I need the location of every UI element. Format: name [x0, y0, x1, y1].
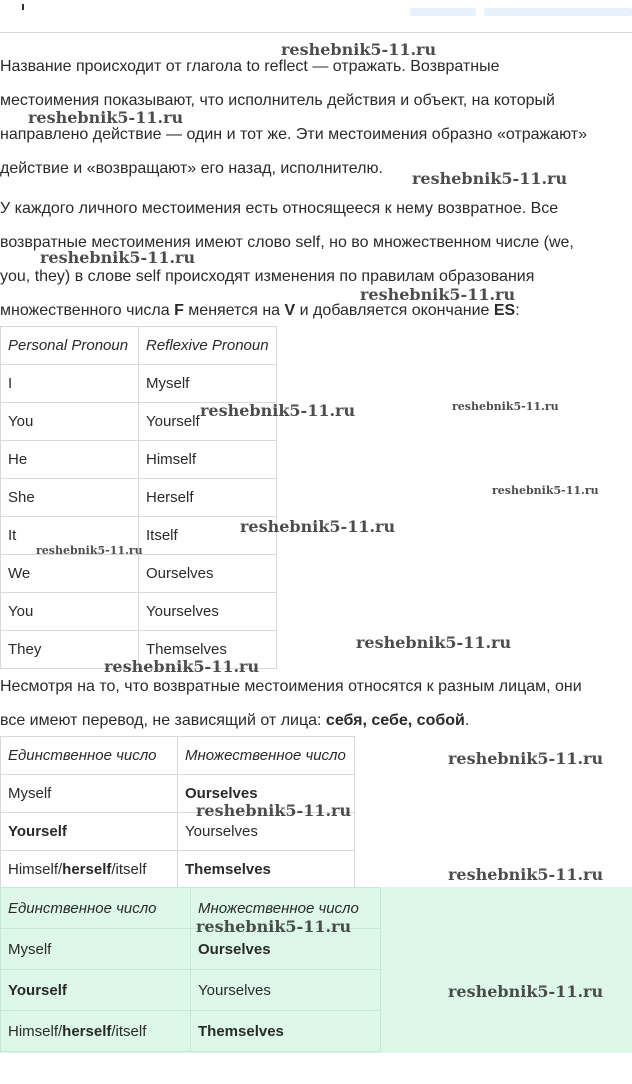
- watermark: reshebnik5-11.ru: [448, 865, 604, 884]
- table-row: [1, 555, 277, 593]
- watermark: reshebnik5-11.ru: [240, 517, 396, 536]
- paragraph-line: направлено действие — один и тот же. Эти местоимения образно «отражают»: [0, 126, 588, 143]
- table-header-row: [1, 737, 355, 775]
- text-fragment: множественного числа: [0, 302, 175, 319]
- number-table: [0, 736, 355, 889]
- watermark: reshebnik5-11.ru: [196, 917, 352, 936]
- paragraph-line: [0, 294, 632, 328]
- text-fragment: .: [464, 712, 470, 729]
- bold-letter-v: V: [284, 302, 296, 319]
- plural-cell: Yourselves: [178, 813, 355, 851]
- table-row: [1, 851, 355, 889]
- text-fragment: меняется на: [183, 302, 285, 319]
- paragraph-line: you, they) в слове self происходят изменения по правилам образования: [0, 268, 535, 285]
- paragraph-etymology: [0, 50, 632, 186]
- watermark: reshebnik5-11.ru: [36, 544, 143, 557]
- reflexive-cell: Itself: [139, 517, 277, 555]
- reflexive-cell: Yourself: [139, 403, 277, 441]
- personal-cell: You: [1, 403, 139, 441]
- personal-cell: I: [1, 365, 139, 403]
- text-fragment: Himself/: [8, 861, 63, 878]
- number-table-highlighted: [0, 887, 381, 1052]
- watermark: reshebnik5-11.ru: [492, 484, 599, 497]
- table-header-row: [1, 327, 277, 365]
- paragraph-line: Несмотря на то, что возвратные местоимения относятся к разным лицам, они: [0, 678, 582, 695]
- table-row: [1, 631, 277, 669]
- singular-cell: Yourself: [1, 813, 178, 851]
- reflexive-cell: Herself: [139, 479, 277, 517]
- singular-cell: Myself: [1, 775, 178, 813]
- singular-cell: Yourself: [1, 970, 191, 1011]
- watermark: reshebnik5-11.ru: [356, 633, 512, 652]
- personal-cell: We: [1, 555, 139, 593]
- table-row: [1, 479, 277, 517]
- text-fragment: /itself: [111, 861, 147, 878]
- top-strip: [0, 0, 632, 32]
- watermark: reshebnik5-11.ru: [360, 285, 516, 304]
- reflexive-cell: Yourselves: [139, 593, 277, 631]
- paragraph-translation: [0, 670, 632, 738]
- bold-letter-f: F: [174, 302, 184, 319]
- table-row: [1, 593, 277, 631]
- watermark: reshebnik5-11.ru: [196, 801, 352, 820]
- plural-cell: Ourselves: [178, 775, 355, 813]
- table-row: [1, 775, 355, 813]
- reflexive-cell: Ourselves: [139, 555, 277, 593]
- watermark: reshebnik5-11.ru: [448, 982, 604, 1001]
- watermark: reshebnik5-11.ru: [281, 40, 437, 59]
- reflexive-cell: Themselves: [139, 631, 277, 669]
- paragraph-line: [0, 704, 632, 738]
- paragraph-line: У каждого личного местоимения есть относящееся к нему возвратное. Все: [0, 200, 559, 217]
- personal-cell: It: [1, 517, 139, 555]
- reflexive-cell: Himself: [139, 441, 277, 479]
- text-fragment: /itself: [111, 1022, 147, 1040]
- watermark: reshebnik5-11.ru: [28, 108, 184, 127]
- plural-cell: Yourselves: [191, 970, 381, 1011]
- header-reflexive-pronoun: Reflexive Pronoun: [139, 327, 277, 365]
- table-row: [1, 813, 355, 851]
- personal-cell: She: [1, 479, 139, 517]
- paragraph-line: местоимения показывают, что исполнитель действия и объект, на который: [0, 92, 555, 109]
- text-fragment: и добавляется окончание: [295, 302, 494, 319]
- paragraph-line: Название происходит от глагола to reflect — отражать. Возвратные: [0, 58, 500, 75]
- pronoun-table: [0, 326, 277, 669]
- table-row: [1, 1011, 381, 1052]
- personal-cell: You: [1, 593, 139, 631]
- watermark: reshebnik5-11.ru: [412, 169, 568, 188]
- header-plural: Множественное число: [178, 737, 355, 775]
- watermark: reshebnik5-11.ru: [40, 248, 196, 267]
- bold-translation: себя, себе, собой: [325, 712, 465, 729]
- personal-cell: They: [1, 631, 139, 669]
- table-row: [1, 365, 277, 403]
- table-row: [1, 929, 381, 970]
- text-fragment: Himself/: [8, 1022, 63, 1040]
- table-row: [1, 970, 381, 1011]
- header-plural: Множественное число: [191, 888, 381, 929]
- top-divider: [0, 32, 632, 33]
- paragraph-plural-rule: [0, 192, 632, 328]
- table-row: [1, 517, 277, 555]
- text-fragment: все имеют перевод, не зависящий от лица:: [0, 712, 326, 729]
- watermark: reshebnik5-11.ru: [200, 401, 356, 420]
- top-tab-1: [410, 8, 476, 16]
- plural-cell: Ourselves: [191, 929, 381, 970]
- watermark: reshebnik5-11.ru: [452, 400, 559, 413]
- top-tab-2: [484, 8, 632, 16]
- table-header-row: [1, 888, 381, 929]
- table-row: [1, 441, 277, 479]
- text-fragment: :: [515, 302, 520, 319]
- singular-cell: [1, 851, 178, 889]
- singular-cell: Myself: [1, 929, 191, 970]
- bold-herself: herself: [62, 1022, 112, 1040]
- header-singular: Единственное число: [1, 888, 191, 929]
- bold-ending-es: ES: [493, 302, 516, 319]
- bold-herself: herself: [62, 861, 112, 878]
- plural-cell: Themselves: [178, 851, 355, 889]
- table-row: [1, 403, 277, 441]
- plural-cell: Themselves: [191, 1011, 381, 1052]
- reflexive-cell: Myself: [139, 365, 277, 403]
- watermark: reshebnik5-11.ru: [104, 657, 260, 676]
- paragraph-line: возвратные местоимения имеют слово self, но во множественном числе (we,: [0, 234, 574, 251]
- cursor-mark: [22, 4, 24, 10]
- header-personal-pronoun: Personal Pronoun: [1, 327, 139, 365]
- personal-cell: He: [1, 441, 139, 479]
- header-singular: Единственное число: [1, 737, 178, 775]
- singular-cell: [1, 1011, 191, 1052]
- paragraph-line: действие и «возвращают» его назад, исполнителю.: [0, 160, 383, 177]
- watermark: reshebnik5-11.ru: [448, 749, 604, 768]
